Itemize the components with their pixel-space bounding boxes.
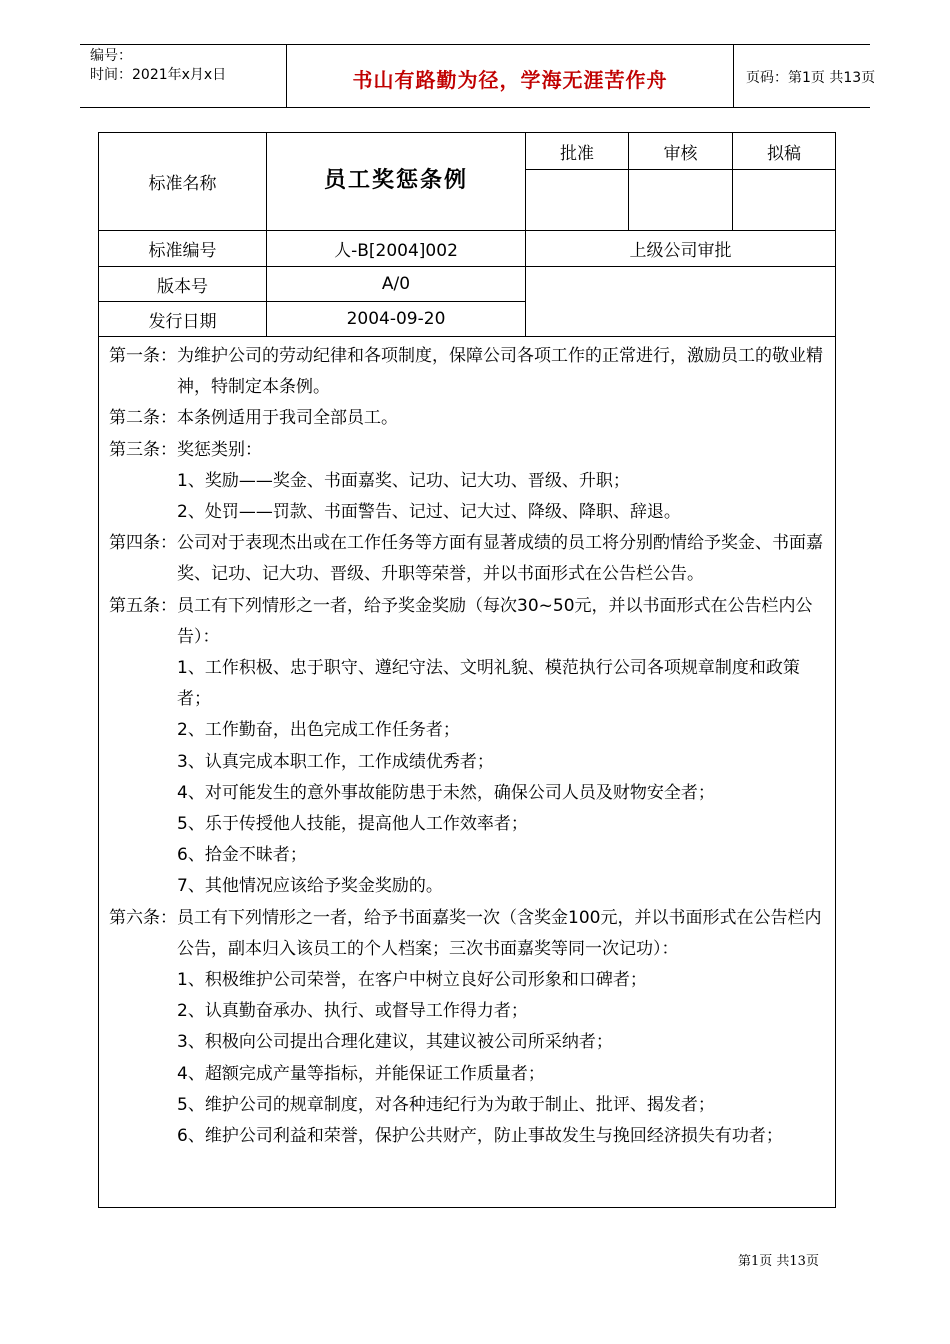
list-item: 7、其他情况应该给予奖金奖励的。 <box>177 876 443 897</box>
list-item: 2、工作勤奋，出色完成工作任务者； <box>177 720 460 741</box>
article-5 <box>109 591 831 653</box>
standard-form <box>98 132 836 1208</box>
standard-no-label: 标准编号 <box>148 241 217 261</box>
issue-date-value: 2004-09-20 <box>346 309 446 329</box>
number-label: 编号： <box>90 48 132 64</box>
regulation-body <box>109 341 831 1152</box>
list-item: 1、工作积极、忠于职守、遵纪守法、文明礼貌、模范执行公司各项规章制度和政策者； <box>177 658 800 710</box>
article-label: 第四条： <box>109 533 177 554</box>
standard-no-value: 人-B[2004]002 <box>334 241 458 261</box>
article-2 <box>109 403 831 434</box>
motto-text: 书山有路勤为径，学海无涯苦作舟 <box>352 68 668 92</box>
list-item: 5、乐于传授他人技能，提高他人工作效率者； <box>177 814 528 835</box>
article-label: 第二条： <box>109 408 177 429</box>
draft-label: 拟稿 <box>767 143 801 164</box>
list-item: 6、维护公司利益和荣誉，保护公共财产，防止事故发生与挽回经济损失有功者； <box>177 1126 783 1147</box>
list-item: 4、超额完成产量等指标，并能保证工作质量者； <box>177 1063 545 1084</box>
list-item: 1、积极维护公司荣誉，在客户中树立良好公司形象和口碑者； <box>177 970 647 991</box>
article-text: 为维护公司的劳动纪律和各项制度，保障公司各项工作的正常进行，激励员工的敬业精神，特制定本条例。 <box>177 346 823 398</box>
page-header <box>80 44 876 108</box>
article-text: 奖惩类别： <box>177 439 262 460</box>
version-value: A/0 <box>381 274 411 294</box>
approve-label: 批准 <box>560 143 594 164</box>
document-meta <box>90 47 226 85</box>
list-item: 5、维护公司的规章制度，对各种违纪行为为敢于制止、批评、揭发者； <box>177 1094 715 1115</box>
list-item: 3、积极向公司提出合理化建议，其建议被公司所采纳者； <box>177 1032 613 1053</box>
list-item: 2、认真勤奋承办、执行、或督导工作得力者； <box>177 1001 528 1022</box>
grid-line <box>99 336 835 337</box>
article-label: 第六条： <box>109 907 177 928</box>
article-label: 第一条： <box>109 346 177 366</box>
document-title: 员工奖惩条例 <box>323 167 468 193</box>
article-text: 公司对于表现杰出或在工作任务等方面有显著成绩的员工将分别酌情给予奖金、书面嘉奖、记功、记大功、晋级、升职等荣誉，并以书面形式在公告栏公告。 <box>177 533 823 585</box>
article-1 <box>109 341 831 403</box>
page-info: 页码：第1页 共13页 <box>746 70 876 86</box>
article-6 <box>109 903 831 965</box>
article-text: 本条例适用于我司全部员工。 <box>177 408 398 429</box>
page-footer: 第1页 共13页 <box>738 1254 819 1269</box>
article-text: 员工有下列情形之一者，给予奖金奖励（每次30~50元，并以书面形式在公告栏内公告）： <box>177 595 813 647</box>
standard-name-label: 标准名称 <box>148 174 217 194</box>
list-item: 2、处罚——罚款、书面警告、记过、记大过、降级、降职、辞退。 <box>177 502 681 523</box>
superior-approval-label: 上级公司审批 <box>629 241 732 261</box>
motto-cell <box>286 45 734 107</box>
list-item: 6、拾金不昧者； <box>177 845 307 866</box>
list-item: 1、奖励——奖金、书面嘉奖、记功、记大功、晋级、升职； <box>177 470 630 491</box>
grid-line <box>525 169 835 170</box>
issue-date-label: 发行日期 <box>148 311 217 332</box>
version-label: 版本号 <box>157 276 208 297</box>
time-label: 时间：2021年x月x日 <box>90 67 227 83</box>
article-text: 员工有下列情形之一者，给予书面嘉奖一次（含奖金100元，并以书面形式在公告栏内公告，副本归入该员工的个人档案；三次书面嘉奖等同一次记功）： <box>177 907 822 959</box>
article-3 <box>109 435 831 466</box>
list-item: 4、对可能发生的意外事故能防患于未然，确保公司人员及财物安全者； <box>177 782 715 803</box>
article-4 <box>109 528 831 590</box>
article-label: 第五条： <box>109 595 177 616</box>
article-label: 第三条： <box>109 439 177 460</box>
list-item: 3、认真完成本职工作，工作成绩优秀者； <box>177 751 494 772</box>
review-label: 审核 <box>663 143 698 164</box>
